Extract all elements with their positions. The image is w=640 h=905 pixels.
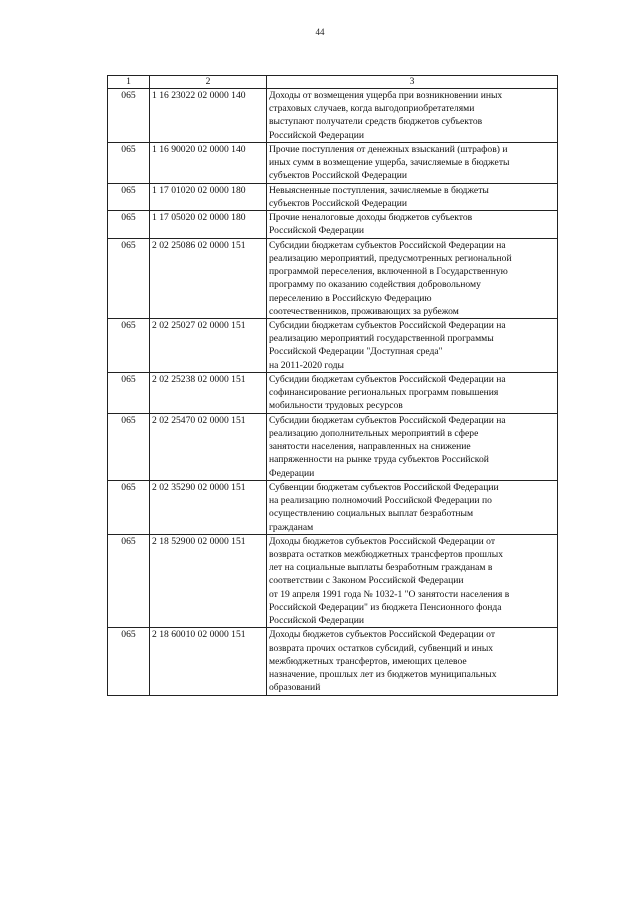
administrator-code-cell: 065	[108, 142, 150, 183]
income-code-cell: 1 17 01020 02 0000 180	[150, 183, 267, 210]
table-row	[108, 183, 558, 210]
income-name-line: выступают получатели средств бюджетов субъектов	[269, 116, 483, 128]
income-name-cell	[267, 211, 558, 238]
income-name-line: Российской Федерации	[269, 615, 364, 627]
income-code-cell: 1 16 23022 02 0000 140	[150, 89, 267, 143]
table-row	[108, 480, 558, 534]
income-name-line: программу по оказанию содействия добровольному	[269, 279, 481, 291]
income-name-line: Прочие неналоговые доходы бюджетов субъектов	[269, 212, 473, 224]
income-code-cell: 1 16 90020 02 0000 140	[150, 142, 267, 183]
income-code-cell: 2 18 60010 02 0000 151	[150, 628, 267, 695]
income-name-line: Российской Федерации	[269, 225, 364, 237]
income-name-line: Прочие поступления от денежных взысканий (штрафов) и	[269, 143, 508, 155]
income-code-cell: 2 18 52900 02 0000 151	[150, 534, 267, 628]
income-name-cell	[267, 413, 558, 480]
income-name-line: Доходы бюджетов субъектов Российской Федерации от	[269, 629, 496, 641]
income-name-line: лет на социальные выплаты безработным гражданам в	[269, 562, 493, 574]
income-name-cell	[267, 372, 558, 413]
income-name-line: напряженности на рынке труда субъектов Российской	[269, 454, 489, 466]
income-name-cell	[267, 534, 558, 628]
income-name-line: соответствии с Законом Российской Федерации	[269, 575, 464, 587]
administrator-code-cell: 065	[108, 480, 150, 534]
administrator-code-cell: 065	[108, 534, 150, 628]
income-name-line: субъектов Российской Федерации	[269, 170, 407, 182]
income-name-line: программой переселения, включенной в Государственную	[269, 266, 508, 278]
income-name-line: межбюджетных трансфертов, имеющих целевое	[269, 655, 467, 667]
table-row	[108, 413, 558, 480]
income-name-line: на 2011-2020 годы	[269, 359, 344, 371]
table-row	[108, 628, 558, 695]
table-row	[108, 372, 558, 413]
income-name-cell	[267, 628, 558, 695]
income-name-line: реализацию мероприятий государственной программы	[269, 333, 494, 345]
income-name-cell	[267, 480, 558, 534]
income-code-cell: 2 02 35290 02 0000 151	[150, 480, 267, 534]
income-code-cell: 2 02 25470 02 0000 151	[150, 413, 267, 480]
income-name-line: осуществлению социальных выплат безработным	[269, 508, 474, 520]
income-name-cell	[267, 142, 558, 183]
table-header-row	[108, 76, 558, 89]
income-name-line: Субсидии бюджетам субъектов Российской Федерации на	[269, 373, 506, 385]
income-name-line: Российской Федерации "Доступная среда"	[269, 346, 443, 358]
administrator-code-cell: 065	[108, 628, 150, 695]
column-header-3: 3	[267, 76, 558, 89]
income-name-cell	[267, 89, 558, 143]
income-name-line: реализацию мероприятий, предусмотренных региональной	[269, 252, 512, 264]
income-code-cell: 1 17 05020 02 0000 180	[150, 211, 267, 238]
income-name-line: возврата прочих остатков субсидий, субвенций и иных	[269, 642, 494, 654]
administrator-code-cell: 065	[108, 238, 150, 318]
administrator-code-cell: 065	[108, 89, 150, 143]
income-name-cell	[267, 318, 558, 372]
administrator-code-cell: 065	[108, 211, 150, 238]
table-row	[108, 211, 558, 238]
income-name-line: реализацию дополнительных мероприятий в сфере	[269, 427, 479, 439]
table-row	[108, 238, 558, 318]
income-name-line: Субсидии бюджетам субъектов Российской Федерации на	[269, 239, 506, 251]
income-name-line: Федерации	[269, 467, 315, 479]
income-name-line: Доходы от возмещения ущерба при возникновении иных	[269, 90, 503, 101]
administrator-code-cell: 065	[108, 183, 150, 210]
income-name-line: субъектов Российской Федерации	[269, 197, 407, 209]
income-name-line: Российской Федерации" из бюджета Пенсионного фонда	[269, 601, 502, 613]
income-name-line: переселению в Российскую Федерацию	[269, 292, 432, 304]
income-code-cell: 2 02 25027 02 0000 151	[150, 318, 267, 372]
table-row	[108, 89, 558, 143]
page-number: 44	[315, 27, 325, 37]
table-row	[108, 142, 558, 183]
income-name-line: Субсидии бюджетам субъектов Российской Федерации на	[269, 414, 506, 426]
income-name-line: гражданам	[269, 521, 314, 533]
income-name-line: Доходы бюджетов субъектов Российской Федерации от	[269, 535, 496, 547]
income-code-cell: 2 02 25086 02 0000 151	[150, 238, 267, 318]
income-name-line: на реализацию полномочий Российской Федерации по	[269, 495, 492, 507]
income-name-line: соотечественников, проживающих за рубежом	[269, 305, 459, 317]
budget-codes-table	[107, 75, 558, 696]
administrator-code-cell: 065	[108, 372, 150, 413]
income-name-line: от 19 апреля 1991 года № 1032-1 "О занятости населения в	[269, 588, 510, 600]
column-header-1: 1	[108, 76, 150, 89]
income-name-line: Субсидии бюджетам субъектов Российской Федерации на	[269, 319, 506, 331]
income-name-line: страховых случаев, когда выгодоприобретателями	[269, 103, 475, 115]
administrator-code-cell: 065	[108, 413, 150, 480]
income-name-line: иных сумм в возмещение ущерба, зачисляемые в бюджеты	[269, 157, 510, 169]
income-name-line: образований	[269, 682, 321, 694]
income-name-line: Субвенции бюджетам субъектов Российской Федерации	[269, 481, 499, 493]
income-name-line: софинансирование региональных программ повышения	[269, 387, 499, 399]
income-name-line: назначение, прошлых лет из бюджетов муниципальных	[269, 669, 497, 681]
income-name-line: занятости населения, направленных на снижение	[269, 441, 471, 453]
column-header-2: 2	[150, 76, 267, 89]
income-code-cell: 2 02 25238 02 0000 151	[150, 372, 267, 413]
administrator-code-cell: 065	[108, 318, 150, 372]
income-name-cell	[267, 238, 558, 318]
income-name-line: Невыясненные поступления, зачисляемые в бюджеты	[269, 184, 489, 196]
income-name-line: возврата остатков межбюджетных трансфертов прошлых	[269, 548, 504, 560]
income-name-line: мобильности трудовых ресурсов	[269, 400, 403, 412]
income-name-line: Российской Федерации	[269, 129, 364, 141]
income-name-cell	[267, 183, 558, 210]
table-row	[108, 318, 558, 372]
table-row	[108, 534, 558, 628]
